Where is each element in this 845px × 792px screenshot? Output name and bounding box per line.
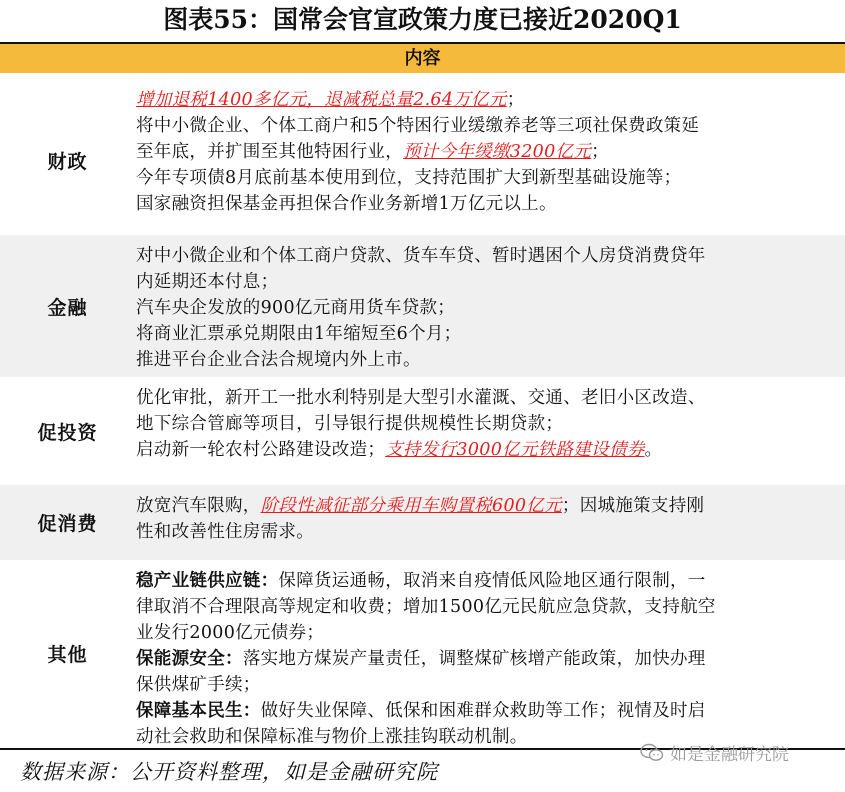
content-line [136, 568, 837, 594]
body-text: 汽车央企发放的900亿元商用货车贷款； [136, 298, 456, 318]
row-content [136, 385, 837, 463]
body-text: 业发行2000亿元债券； [136, 623, 325, 643]
row-category: 其他 [47, 644, 88, 666]
table-row [0, 235, 845, 377]
body-text: 动社会救助和保障标准与物价上涨挂钩联动机制。 [136, 727, 528, 747]
body-text: 落实地方煤炭产量责任，调整煤矿核增产能政策，加快办理 [242, 649, 706, 669]
body-text: 放宽汽车限购， [136, 496, 261, 516]
content-line [136, 295, 837, 321]
body-text: 保障货运通畅，取消来自疫情低风险地区通行限制，一 [278, 571, 706, 591]
row-category: 金融 [47, 296, 88, 319]
body-text: ； [506, 90, 525, 110]
content-line [136, 646, 837, 672]
body-text: 国家融资担保基金再担保合作业务新增1万亿元以上。 [136, 194, 557, 214]
content-line [136, 269, 837, 295]
body-text: 保供煤矿手续； [136, 675, 261, 695]
table-row [0, 560, 845, 747]
content-line [136, 243, 837, 269]
row-content [136, 493, 837, 545]
content-line [136, 493, 837, 519]
highlight-text: 支持发行3000亿元铁路建设债券 [385, 440, 645, 460]
body-text: 。 [644, 440, 663, 460]
body-text: 性和改善性住房需求。 [136, 522, 314, 542]
content-line [136, 385, 837, 411]
column-header: 内容 [0, 42, 845, 73]
content-line [136, 347, 837, 373]
body-text: 优化审批，新开工一批水利特别是大型引水灌溉、交通、老旧小区改造、 [136, 388, 706, 408]
watermark [640, 740, 789, 765]
subheading-text: 保障基本民生： [136, 701, 261, 721]
body-text: 律取消不合理限高等规定和收费；增加1500亿元民航应急贷款，支持航空 [136, 597, 716, 617]
content-line [136, 594, 837, 620]
body-text: 今年专项债8月底前基本使用到位，支持范围扩大到新型基础设施等； [136, 168, 682, 188]
source-note: 数据来源：公开资料整理，如是金融研究院 [20, 760, 438, 784]
subheading-text: 稳产业链供应链： [136, 571, 279, 591]
table-row [0, 377, 845, 485]
content-line [136, 437, 837, 463]
table-row [0, 485, 845, 560]
content-line [136, 87, 837, 113]
content-line [136, 411, 837, 437]
page-title: 图表55：国常会官宣政策力度已接近2020Q1 [163, 5, 682, 34]
row-category: 促消费 [37, 513, 98, 535]
content-line [136, 191, 837, 217]
body-text: ； [591, 142, 609, 162]
row-content [136, 243, 837, 373]
body-text: 将商业汇票承兑期限由1年缩短至6个月； [136, 324, 462, 344]
watermark-text: 如是金融研究院 [670, 745, 789, 765]
body-text: 对中小微企业和个体工商户贷款、货车车贷、暂时遇困个人房贷消费贷年 [136, 246, 706, 266]
highlight-text: 增加退税1400多亿元，退减税总量2.64万亿元 [136, 90, 507, 110]
row-content [136, 87, 837, 217]
body-text: 启动新一轮农村公路建设改造； [136, 440, 386, 460]
highlight-text: 预计今年缓缴3200亿元 [403, 142, 592, 162]
body-text: 地下综合管廊等项目，引导银行提供规模性长期贷款； [136, 414, 564, 434]
body-text: 至年底，并扩围至其他特困行业， [136, 142, 403, 162]
content-line [136, 519, 837, 545]
content-line [136, 165, 837, 191]
wechat-icon [640, 743, 664, 763]
body-text: 推进平台企业合法合规境内外上市。 [136, 350, 421, 370]
body-text: 做好失业保障、低保和困难群众救助等工作；视情及时启 [260, 701, 706, 721]
content-line [136, 698, 837, 724]
content-line [136, 672, 837, 698]
table-row [0, 85, 845, 235]
body-text: ；因城施策支持刚 [561, 496, 705, 516]
row-content [136, 568, 837, 750]
content-line [136, 139, 837, 165]
body-text: 将中小微企业、个体工商户和5个特困行业缓缴养老等三项社保费政策延 [136, 116, 700, 136]
highlight-text: 阶段性减征部分乘用车购置税600亿元 [260, 496, 562, 516]
content-line [136, 321, 837, 347]
subheading-text: 保能源安全： [136, 649, 243, 669]
row-category: 财政 [47, 150, 88, 173]
body-text: 内延期还本付息； [136, 272, 279, 292]
content-line [136, 620, 837, 646]
row-category: 促投资 [37, 421, 98, 444]
content-line [136, 113, 837, 139]
